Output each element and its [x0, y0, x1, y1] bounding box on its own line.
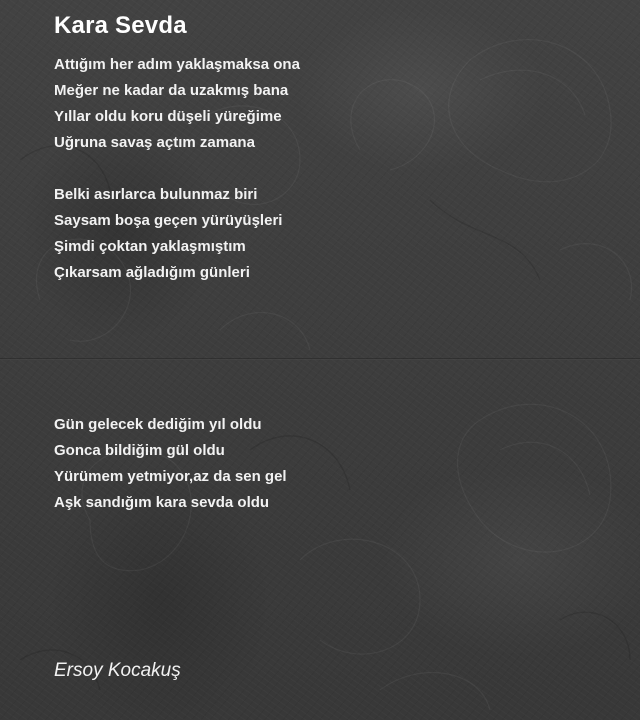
stanza-1 — [54, 52, 300, 156]
poem-line: Aşk sandığım kara sevda oldu — [54, 494, 270, 511]
poem-author: Ersoy Kocakuş — [54, 660, 181, 681]
stanza-2 — [54, 182, 282, 286]
poem-line: Yürümem yetmiyor,az da sen gel — [54, 468, 287, 485]
poem-line: Meğer ne kadar da uzakmış bana — [54, 82, 289, 99]
poem-line: Saysam boşa geçen yürüyüşleri — [54, 212, 283, 229]
poem-line: Belki asırlarca bulunmaz biri — [54, 186, 258, 203]
poem-line: Gonca bildiğim gül oldu — [54, 442, 225, 459]
poem-line: Uğruna savaş açtım zamana — [54, 134, 255, 151]
poem-title: Kara Sevda — [54, 12, 187, 39]
section-divider — [0, 358, 640, 360]
poem-line: Gün gelecek dediğim yıl oldu — [54, 416, 262, 433]
stanza-3 — [54, 412, 287, 516]
poem-line: Çıkarsam ağladığım günleri — [54, 264, 250, 281]
poem-line: Attığım her adım yaklaşmaksa ona — [54, 56, 300, 73]
poem-line: Yıllar oldu koru düşeli yüreğime — [54, 108, 282, 125]
poem-line: Şimdi çoktan yaklaşmıştım — [54, 238, 246, 255]
